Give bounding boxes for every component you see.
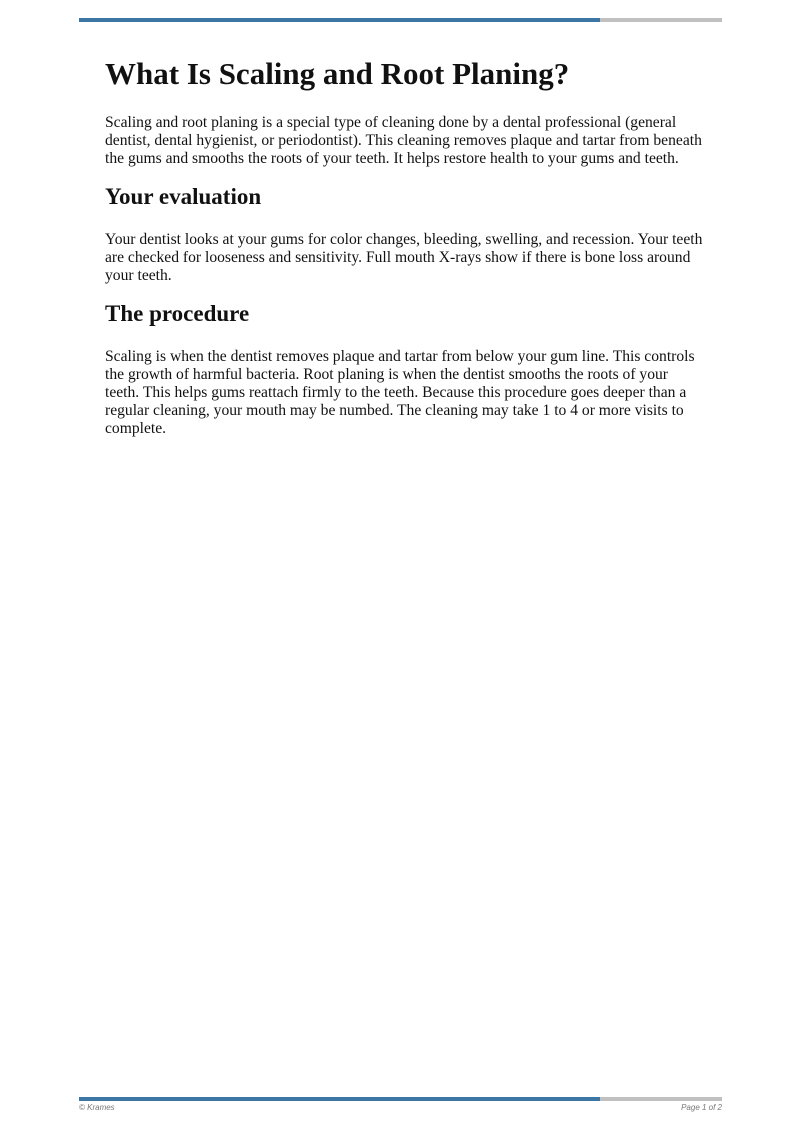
section-heading-procedure: The procedure xyxy=(105,301,250,326)
header-rule xyxy=(79,18,722,22)
article xyxy=(105,54,705,438)
section-heading-evaluation: Your evaluation xyxy=(105,184,262,209)
page-title: What Is Scaling and Root Planing? xyxy=(105,56,570,91)
footer-rule-accent xyxy=(79,1097,600,1101)
intro-paragraph: Scaling and root planing is a special type of cleaning done by a dental professional (general dentist, dental hygienist, or periodontist). This cleaning removes plaque and tartar from beneath the gums and smooths the roots of your teeth. It helps restore health to your gums and teeth. xyxy=(105,114,702,167)
footer-copyright: © Krames xyxy=(79,1103,115,1112)
footer-page-number: Page 1 of 2 xyxy=(681,1103,722,1112)
section-body-procedure: Scaling is when the dentist removes plaque and tartar from below your gum line. This controls the growth of harmful bacteria. Root planing is when the dentist smooths the roots of your teeth. This helps gums reattach firmly to the teeth. Because this procedure goes deeper than a regular cleaning, your mouth may be numbed. The cleaning may take 1 to 4 or more visits to complete. xyxy=(105,348,695,437)
section-body-evaluation: Your dentist looks at your gums for color changes, bleeding, swelling, and recession. Your teeth are checked for looseness and sensitivity. Full mouth X-rays show if there is bone loss around your teeth. xyxy=(105,231,703,284)
header-rule-accent xyxy=(79,18,600,22)
footer-rule xyxy=(79,1097,722,1101)
